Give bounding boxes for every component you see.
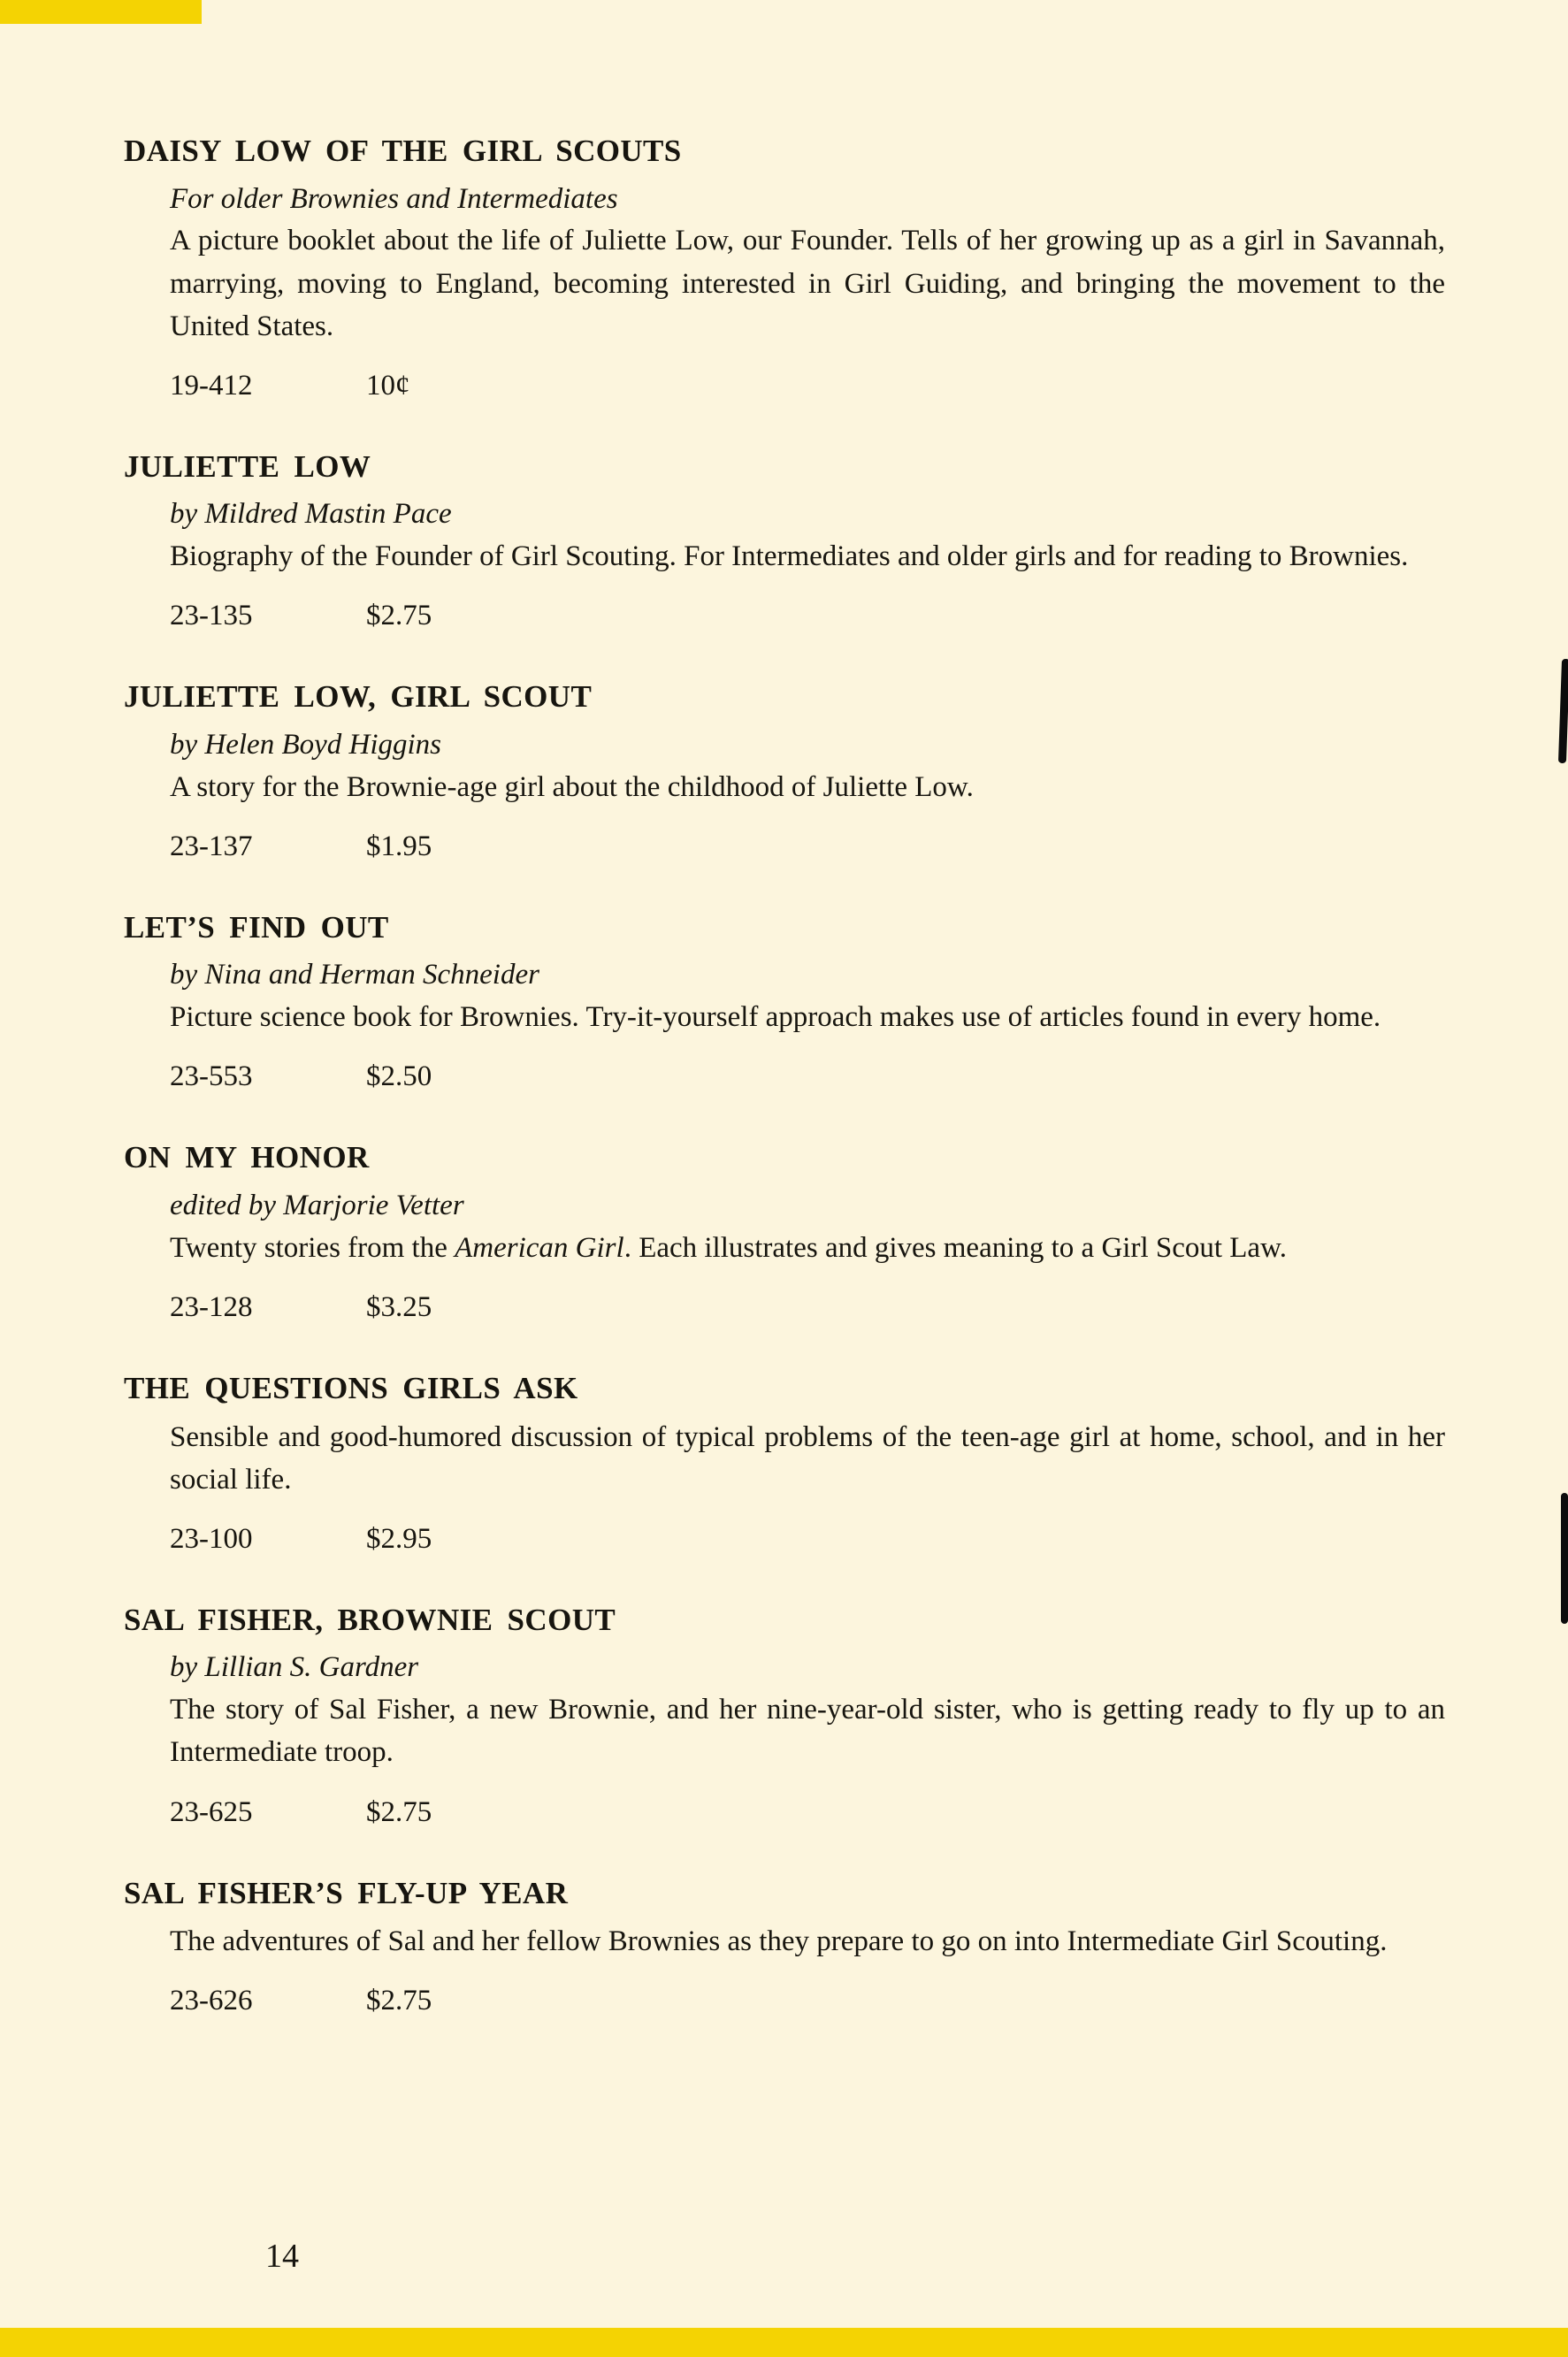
book-byline: For older Brownies and Intermediates bbox=[170, 182, 618, 215]
book-title: DAISY LOW OF THE GIRL SCOUTS bbox=[124, 134, 682, 168]
book-title: JULIETTE LOW, GIRL SCOUT bbox=[124, 679, 593, 715]
catalog-number: 23-626 bbox=[170, 1985, 253, 2017]
book-order-info bbox=[170, 1985, 1450, 2017]
book-description: Picture science book for Brownies. Try-it-yourself approach makes use of articles found in every home. bbox=[170, 1001, 1381, 1034]
book-order-info bbox=[170, 1291, 1450, 1324]
catalog-number: 23-100 bbox=[170, 1522, 253, 1555]
book-entry bbox=[124, 1873, 1450, 2018]
book-byline: by Lillian S. Gardner bbox=[170, 1651, 419, 1684]
book-description: A story for the Brownie-age girl about the childhood of Juliette Low. bbox=[170, 770, 974, 803]
book-entry bbox=[124, 907, 1450, 1094]
book-title: ON MY HONOR bbox=[124, 1140, 370, 1175]
price: $1.95 bbox=[366, 830, 432, 862]
book-description: Twenty stories from the American Girl. Each illustrates and gives meaning to a Girl Scout Law. bbox=[170, 1231, 1288, 1264]
catalog-number: 23-625 bbox=[170, 1795, 253, 1828]
book-entry bbox=[124, 447, 1450, 633]
book-entry bbox=[124, 1137, 1450, 1324]
catalog-number: 23-128 bbox=[170, 1291, 253, 1323]
catalog-number: 23-135 bbox=[170, 600, 253, 632]
price: $2.75 bbox=[366, 1795, 432, 1828]
price: $2.95 bbox=[366, 1522, 432, 1555]
price: $2.75 bbox=[366, 1985, 432, 2017]
book-title: SAL FISHER, BROWNIE SCOUT bbox=[124, 1602, 616, 1637]
book-title: THE QUESTIONS GIRLS ASK bbox=[124, 1371, 578, 1405]
book-description: The adventures of Sal and her fellow Brownies as they prepare to go on into Intermediate Girl Scouting. bbox=[170, 1925, 1388, 1958]
book-description: The story of Sal Fisher, a new Brownie, and her nine-year-old sister, who is getting ready to fly up to an Intermediate troop. bbox=[170, 1694, 1445, 1769]
book-list bbox=[124, 131, 1450, 2062]
book-byline: by Helen Boyd Higgins bbox=[170, 728, 442, 761]
book-order-info bbox=[170, 1796, 1450, 1829]
price: $2.50 bbox=[366, 1060, 432, 1093]
yellow-strip-top bbox=[0, 0, 202, 24]
book-order-info bbox=[170, 370, 1450, 402]
price: $3.25 bbox=[366, 1291, 432, 1323]
book-entry bbox=[124, 1600, 1450, 1829]
book-entry bbox=[124, 1368, 1450, 1556]
book-entry bbox=[124, 677, 1450, 863]
catalog-number: 23-553 bbox=[170, 1060, 253, 1093]
price: $2.75 bbox=[366, 600, 432, 632]
book-order-info bbox=[170, 1523, 1450, 1556]
page-number: 14 bbox=[265, 2238, 299, 2275]
book-title: JULIETTE LOW bbox=[124, 448, 371, 484]
yellow-strip-bottom bbox=[0, 2328, 1568, 2357]
book-order-info bbox=[170, 1060, 1450, 1093]
catalog-number: 23-137 bbox=[170, 830, 253, 862]
book-order-info bbox=[170, 830, 1450, 863]
scan-artifact bbox=[1558, 659, 1568, 763]
book-entry bbox=[124, 131, 1450, 402]
scan-artifact bbox=[1561, 1493, 1568, 1624]
book-description: Biography of the Founder of Girl Scouting. For Intermediates and older girls and for reading to Brownies. bbox=[170, 540, 1409, 573]
book-title: LET’S FIND OUT bbox=[124, 909, 389, 945]
catalog-number: 19-412 bbox=[170, 369, 253, 402]
book-byline: by Mildred Mastin Pace bbox=[170, 498, 452, 531]
book-order-info bbox=[170, 600, 1450, 632]
book-description: A picture booklet about the life of Juliette Low, our Founder. Tells of her growing up as a girl in Savannah, marrying, moving to England, becoming interested in Girl Guiding, and bringing the movement to the United States. bbox=[170, 225, 1445, 342]
book-byline: edited by Marjorie Vetter bbox=[170, 1189, 464, 1221]
book-title: SAL FISHER’S FLY-UP YEAR bbox=[124, 1875, 569, 1910]
book-byline: by Nina and Herman Schneider bbox=[170, 959, 539, 991]
price: 10¢ bbox=[366, 369, 410, 402]
book-description: Sensible and good-humored discussion of typical problems of the teen-age girl at home, school, and in her social life. bbox=[170, 1420, 1445, 1496]
